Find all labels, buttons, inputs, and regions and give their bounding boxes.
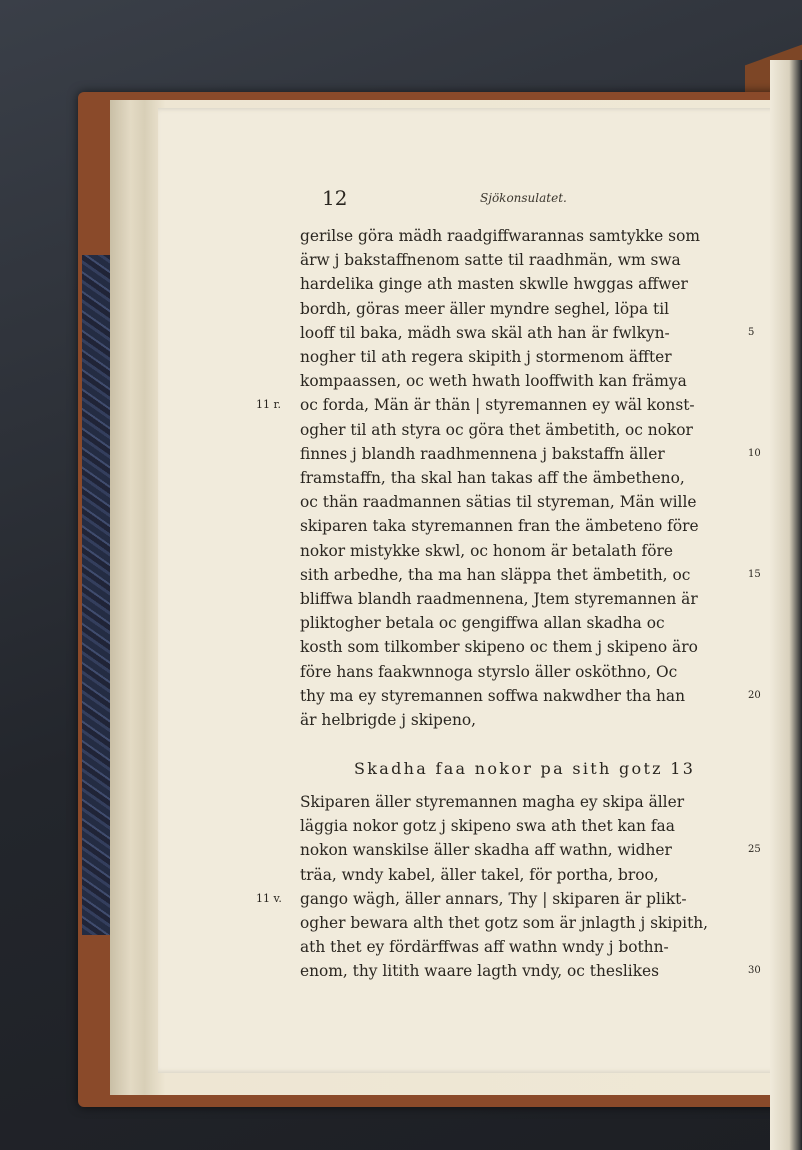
line-text: looff til baka, mädh swa skäl ath han är fwlkyn- (300, 323, 670, 342)
text-line (300, 321, 770, 345)
leaf-marker: 11 r. (256, 398, 282, 412)
text-line (300, 490, 770, 514)
text-line (300, 838, 770, 862)
text-line (300, 708, 770, 732)
text-line (300, 466, 770, 490)
line-text: skiparen taka styremannen fran the ämbeteno före (300, 517, 699, 536)
text-line (300, 442, 770, 466)
line-text: nokon wanskilse äller skadha aff wathn, widher (300, 841, 672, 860)
line-text: läggia nokor gotz j skipeno swa ath thet kan faa (300, 817, 675, 836)
line-text: gerilse göra mädh raadgiffwarannas samtykke som (300, 227, 700, 245)
text-line (300, 345, 770, 369)
text-line (256, 393, 770, 417)
text-line (300, 635, 770, 659)
text-line (300, 959, 770, 983)
line-text: hardelika ginge ath masten skwlle hwggas affwer (300, 275, 688, 294)
line-text: ath thet ey fördärffwas aff wathn wndy j bothn- (300, 938, 669, 957)
text-line (300, 248, 770, 272)
text-line (300, 418, 770, 442)
section-heading: Skadha faa nokor pa sith gotz 13 (354, 759, 696, 778)
text-line (300, 935, 770, 959)
line-text: kompaassen, oc weth hwath looffwith kan främya (300, 372, 687, 391)
line-text: gango wägh, äller annars, Thy | skiparen är plikt- (300, 889, 687, 908)
line-text: ogher bewara alth thet gotz som är jnlagth j skipith, (300, 914, 709, 932)
line-text: träa, wndy kabel, äller takel, för portha, broo, (300, 865, 659, 884)
text-line (300, 272, 770, 296)
line-text: kosth som tilkomber skipeno oc them j skipeno äro (300, 638, 698, 657)
line-number: 30 (748, 965, 761, 977)
text-line (300, 790, 770, 814)
line-text: bliffwa blandh raadmennena, Jtem styremannen är (300, 590, 698, 608)
line-text: ärw j bakstaffnenom satte til raadhmän, wm swa (300, 251, 681, 270)
text-line (300, 587, 770, 611)
text-line (300, 369, 770, 393)
line-text: före hans faakwnnoga styrslo äller osköthno, Oc (300, 662, 678, 681)
text-line (300, 224, 770, 248)
text-line (300, 297, 770, 321)
text-line (300, 684, 770, 708)
line-number: 20 (748, 689, 761, 701)
line-number: 15 (748, 568, 761, 580)
line-text: bordh, göras meer äller myndre seghel, löpa til (300, 299, 670, 318)
line-text: enom, thy litith waare lagth vndy, oc theslikes (300, 962, 660, 981)
line-text: pliktogher betala oc gengiffwa allan skadha oc (300, 614, 665, 633)
line-text: nogher til ath regera skipith j stormenom äffter (300, 348, 672, 366)
text-line (300, 514, 770, 538)
line-text: framstaffn, tha skal han takas aff the ämbetheno, (300, 469, 685, 487)
text-line (300, 660, 770, 684)
text-line (300, 563, 770, 587)
line-text: oc thän raadmannen sätias til styreman, Män wille (300, 493, 697, 512)
line-text: oc forda, Män är thän | styremannen ey wäl konst- (300, 396, 695, 415)
line-text: är helbrigde j skipeno, (300, 711, 477, 729)
text-line (300, 863, 770, 887)
line-text: finnes j blandh raadhmennena j bakstaffn äller (300, 444, 665, 463)
line-text: sith arbedhe, tha ma han släppa thet ämbetith, oc (300, 565, 691, 584)
line-text: ogher til ath styra oc göra thet ämbetith, oc nokor (300, 420, 693, 439)
line-number: 5 (748, 326, 755, 338)
page-header (300, 186, 780, 210)
line-number: 25 (748, 844, 761, 856)
page-right-edge (770, 60, 802, 1150)
running-title: Sjökonsulatet. (480, 191, 567, 205)
line-text: Skiparen äller styremannen magha ey skipa äller (300, 793, 685, 811)
text-line (300, 911, 770, 935)
page-number: 12 (322, 186, 348, 210)
line-text: thy ma ey styremannen soffwa nakwdher tha han (300, 686, 686, 705)
text-line (300, 539, 770, 563)
leaf-marker: 11 v. (256, 891, 282, 905)
text-line (256, 887, 770, 911)
line-text: nokor mistykke skwl, oc honom är betalath före (300, 541, 673, 560)
text-line (300, 611, 770, 635)
line-number: 10 (748, 447, 761, 459)
text-line (300, 814, 770, 838)
